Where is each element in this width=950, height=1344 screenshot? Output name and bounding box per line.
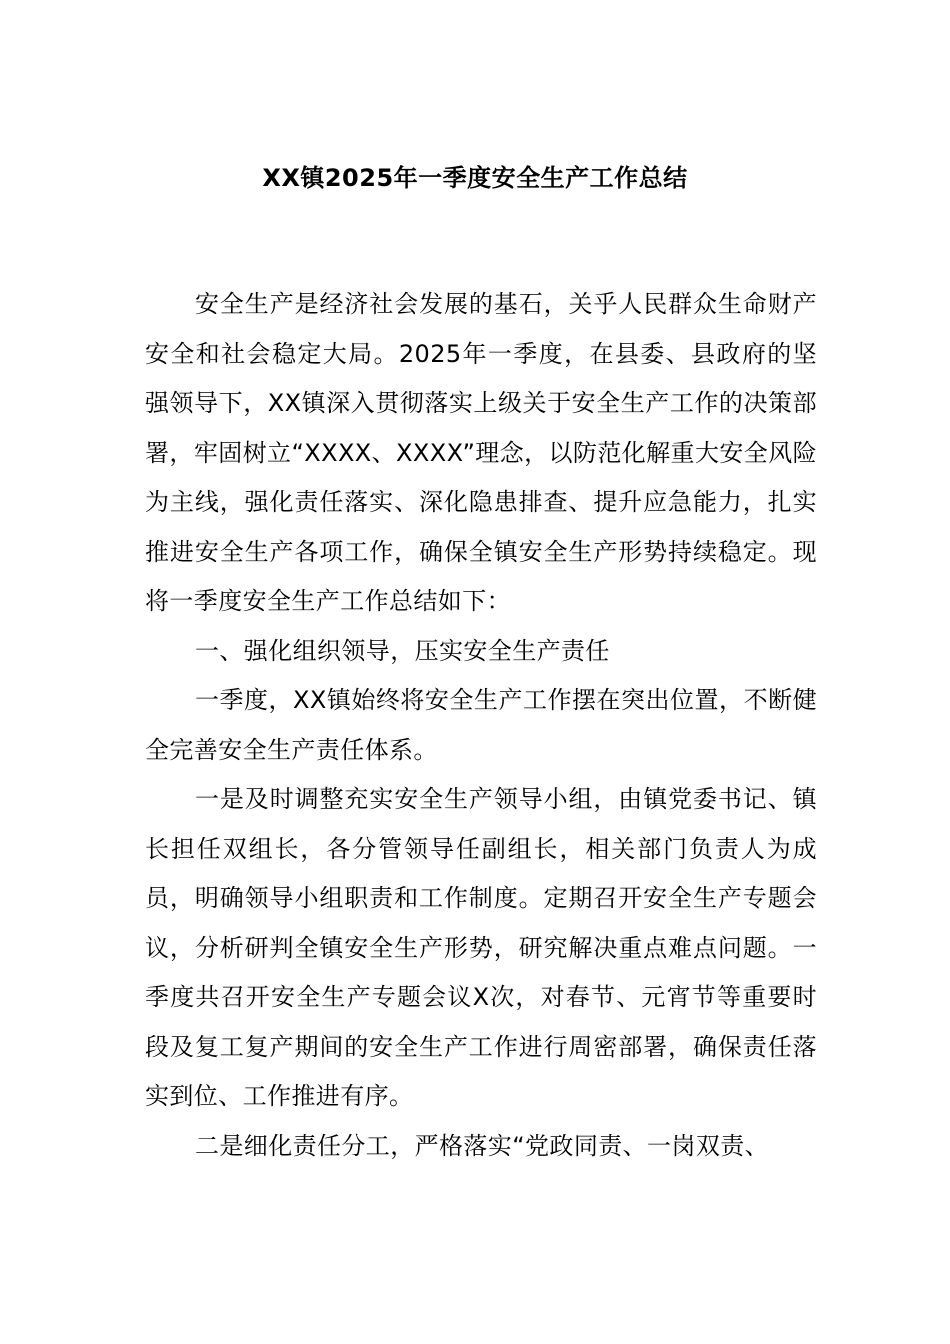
section-heading-1: 一、强化组织领导，压实安全生产责任	[195, 636, 610, 665]
paragraph-section-1-summary: 一季度，XX镇始终将安全生产工作摆在突出位置，不断健全完善安全生产责任体系。	[145, 686, 817, 764]
paragraph-point-1: 一是及时调整充实安全生产领导小组，由镇党委书记、镇长担任双组长，各分管领导任副组长，相关部门负责人为成员，明确领导小组职责和工作制度。定期召开安全生产专题会议，分析研判全镇安全生产形势，研究解决重点难点问题。一季度共召开安全生产专题会议X次，对春节、元宵节等重要时段及复工复产期间的安全生产工作进行周密部署，确保责任落实到位、工作推进有序。	[145, 785, 817, 1110]
document-title: XX镇2025年一季度安全生产工作总结	[262, 164, 688, 192]
document-body	[145, 280, 817, 1171]
paragraph-intro: 安全生产是经济社会发展的基石，关乎人民群众生命财产安全和社会稳定大局。2025年一季度，在县委、县政府的坚强领导下，XX镇深入贯彻落实上级关于安全生产工作的决策部署，牢固树立“XXXX、XXXX”理念，以防范化解重大安全风险为主线，强化责任落实、深化隐患排查、提升应急能力，扎实推进安全生产各项工作，确保全镇安全生产形势持续稳定。现将一季度安全生产工作总结如下：	[145, 290, 817, 615]
paragraph-point-2: 二是细化责任分工，严格落实“党政同责、一岗双责、	[195, 1131, 770, 1160]
